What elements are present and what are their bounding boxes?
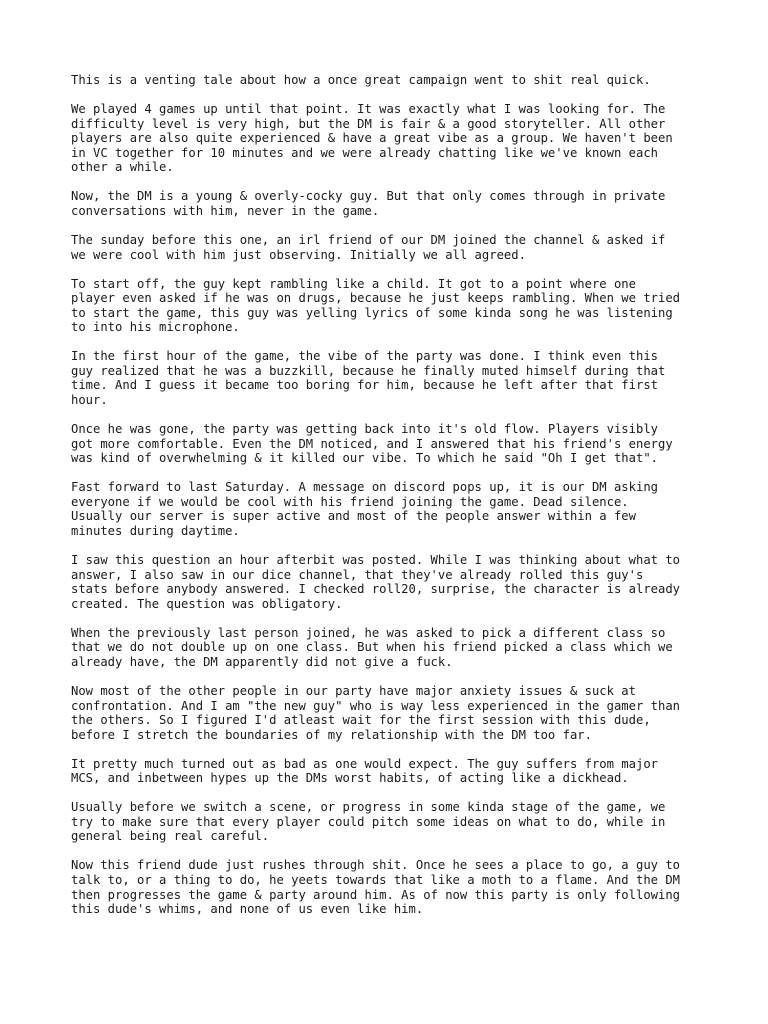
paragraph-8: Fast forward to last Saturday. A message on discord pops up, it is our DM asking everyone if we would be cool with his friend joining the game. Dead silence. Usually our server is super active and most of the people answer within a few minutes during daytime. xyxy=(71,480,658,538)
paragraph-11: Now most of the other people in our party have major anxiety issues & suck at confrontation. And I am "the new guy" who is way less experienced in the gamer than the others. So I figured I'd atleast wait for the first session with this dude, before I stretch the boundaries of my relationship with the DM too far. xyxy=(71,683,681,742)
paragraph-14: Now this friend dude just rushes through shit. Once he sees a place to go, a guy to talk to, or a thing to do, he yeets towards that like a moth to a flame. And the DM then progresses the game & party around him. As of now this party is only following this dude's whims, and none of us even like him. xyxy=(71,858,681,917)
document-body xyxy=(71,73,711,931)
paragraph-12: It pretty much turned out as bad as one would expect. The guy suffers from major MCS, and inbetween hypes up the DMs worst habits, of acting like a dickhead. xyxy=(71,756,658,786)
paragraph-5: To start off, the guy kept rambling like a child. It got to a point where one player even asked if he was on drugs, because he just keeps rambling. When we tried to start the game, this guy was yelling lyrics of some kinda song he was listening to into his microphone. xyxy=(71,276,681,335)
paragraph-10: When the previously last person joined, he was asked to pick a different class so that we do not double up on one class. But when his friend picked a class which we already have, the DM apparently did not give a fuck. xyxy=(71,625,673,669)
paragraph-13: Usually before we switch a scene, or progress in some kinda stage of the game, we try to make sure that every player could pitch some ideas on what to do, while in general being real careful. xyxy=(71,800,666,844)
paragraph-9: I saw this question an hour afterbit was posted. While I was thinking about what to answer, I also saw in our dice channel, that they've already rolled this guy's stats before anybody answered. I checked roll20, surprise, the character is already created. The question was obligatory. xyxy=(71,552,681,611)
paragraph-3: Now, the DM is a young & overly-cocky guy. But that only comes through in private conversations with him, never in the game. xyxy=(71,189,666,218)
paragraph-2: We played 4 games up until that point. It was exactly what I was looking for. The difficulty level is very high, but the DM is fair & a good storyteller. All other players are also quite experienced & have a great vibe as a group. We haven't been in VC together for 10 minutes and we were already chatting like we've known each other a while. xyxy=(71,101,673,175)
paragraph-1: This is a venting tale about how a once great campaign went to shit real quick. xyxy=(71,73,651,87)
paragraph-7: Once he was gone, the party was getting back into it's old flow. Players visibly got more comfortable. Even the DM noticed, and I answered that his friend's energy was kind of overwhelming & it killed our vibe. To which he said "Oh I get that". xyxy=(71,422,673,466)
paragraph-6: In the first hour of the game, the vibe of the party was done. I think even this guy realized that he was a buzzkill, because he finally muted himself during that time. And I guess it became too boring for him, because he left after that first hour. xyxy=(71,349,666,408)
paragraph-4: The sunday before this one, an irl friend of our DM joined the channel & asked if we were cool with him just observing. Initially we all agreed. xyxy=(71,232,666,262)
